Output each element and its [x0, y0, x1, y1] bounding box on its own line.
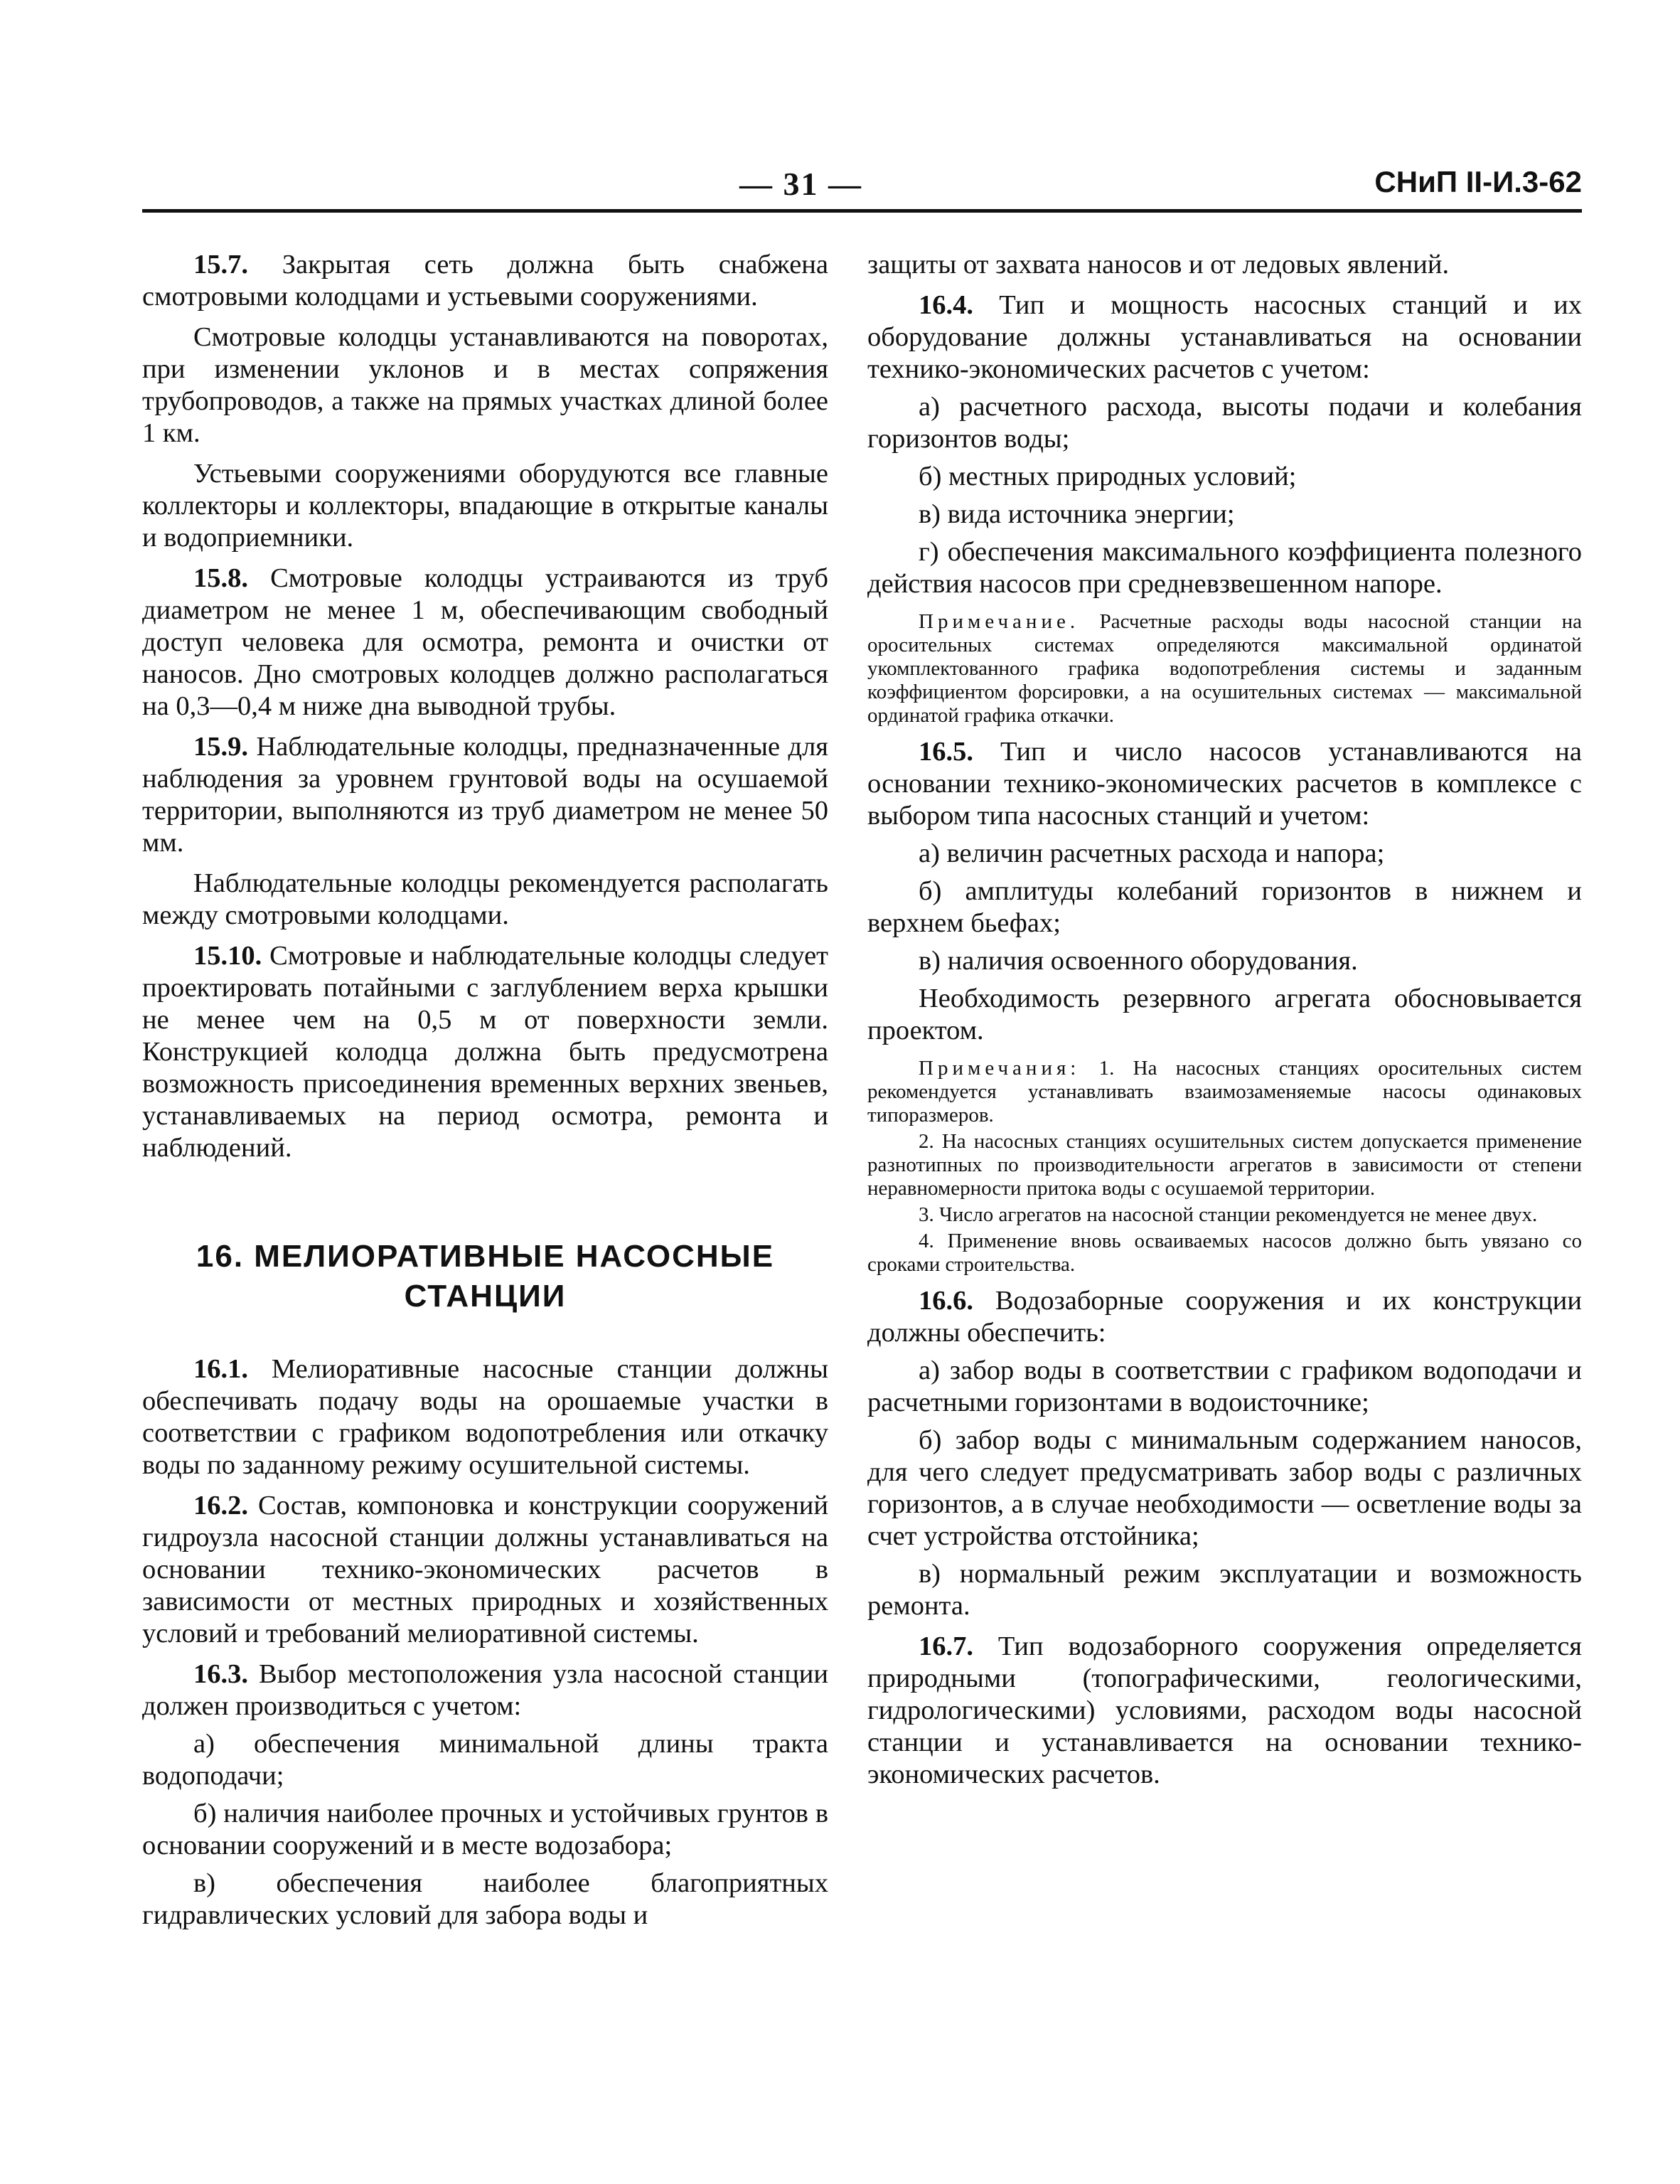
note-label: Примечание. — [919, 610, 1080, 633]
list-item: в) наличия освоенного оборудования. — [919, 946, 1358, 976]
clause-text: Тип и число насосов устанавливаются на основании технико-экономических расчетов в комплексе с выбором типа насосных станций и учетом: — [867, 737, 1582, 831]
clause-number: 16.6. — [919, 1286, 973, 1316]
list-item: б) забор воды с минимальным содержанием наносов, для чего следует предусматривать забор воды с различных горизонтов, а в случае необходимости — осветление воды за счет устройства отстойника; — [867, 1425, 1582, 1551]
clause-16-3 — [142, 1658, 828, 1722]
page-number: — 31 — — [739, 166, 862, 202]
right-column — [867, 249, 1582, 1791]
section-title-line: СТАНЦИИ — [404, 1279, 567, 1314]
paragraph: Смотровые колодцы устанавливаются на поворотах, при изменении уклонов и в местах сопряжения трубопроводов, а также на прямых участках длиной более 1 км. — [142, 322, 828, 448]
paragraph: Необходимость резервного агрегата обосновывается проектом. — [867, 984, 1582, 1045]
clause-16-5 — [867, 736, 1582, 832]
note-item: 1. На насосных станциях оросительных систем рекомендуется устанавливать взаимозаменяемые насосы одинаковых типоразмеров. — [867, 1057, 1582, 1126]
clause-text: Состав, компоновка и конструкции сооружений гидроузла насосной станции должны устанавливаться на основании технико-экономических расчетов в зависимости от местных природных и хозяйственных условий и требований мелиоративной системы. — [142, 1491, 829, 1648]
list-item: а) обеспечения минимальной длины тракта водоподачи; — [142, 1729, 828, 1791]
list-item: а) расчетного расхода, высоты подачи и колебания горизонтов воды; — [867, 392, 1582, 454]
clause-16-2 — [142, 1490, 828, 1650]
section-title-line: 16. МЕЛИОРАТИВНЫЕ НАСОСНЫЕ — [196, 1239, 775, 1274]
list-item: г) обеспечения максимального коэффициента полезного действия насосов при средневзвешенном напоре. — [867, 537, 1582, 599]
clause-text: Водозаборные сооружения и их конструкции должны обеспечить: — [867, 1286, 1582, 1348]
list-item: в) нормальный режим эксплуатации и возможность ремонта. — [867, 1559, 1582, 1621]
clause-text: Мелиоративные насосные станции должны обеспечивать подачу воды на орошаемые участки в соответствии с графиком водопотребления или откачку воды по заданному режиму осушительной системы. — [142, 1354, 828, 1480]
clause-15-10 — [142, 940, 828, 1164]
clause-text: Тип и мощность насосных станций и их оборудование должны устанавливаться на основании технико-экономических расчетов с учетом: — [867, 290, 1582, 384]
list-item: в) обеспечения наиболее благоприятных гидравлических условий для забора воды и — [142, 1868, 828, 1930]
clause-number: 15.7. — [193, 250, 248, 279]
clause-text: Смотровые колодцы устраиваются из труб диаметром не менее 1 м, обеспечивающим свободный доступ человека для осмотра, ремонта и очистки от наносов. Дно смотровых колодцев должно располагаться на 0,3—0,4 м ниже дна выводной трубы. — [142, 563, 828, 721]
clause-number: 16.2. — [193, 1491, 248, 1520]
note-item: 2. На насосных станциях осушительных систем допускается применение разнотипных по производительности агрегатов в зависимости от степени неравномерности притока воды с осушаемой территории. — [867, 1130, 1582, 1200]
clause-15-7 — [142, 249, 828, 313]
clause-16-6 — [867, 1285, 1582, 1349]
clause-number: 15.9. — [193, 732, 248, 762]
clause-15-9 — [142, 731, 828, 859]
list-item: в) вида источника энергии; — [919, 499, 1235, 529]
clause-text: Тип водозаборного сооружения определяется природными (топографическими, геологическими, гидрологическими) условиями, расходом воды насосной станции и устанавливается на основании технико-экономических расчетов. — [867, 1631, 1582, 1789]
clause-number: 16.1. — [193, 1354, 248, 1384]
list-item: б) местных природных условий; — [919, 462, 1297, 491]
note-item: 3. Число агрегатов на насосной станции рекомендуется не менее двух. — [919, 1203, 1538, 1226]
note-label: Примечания: — [919, 1057, 1081, 1080]
list-item: б) амплитуды колебаний горизонтов в нижнем и верхнем бьефах; — [867, 876, 1582, 938]
clause-number: 15.8. — [193, 563, 248, 593]
clause-text: Наблюдательные колодцы, предназначенные для наблюдения за уровнем грунтовой воды на осушаемой территории, выполняются из труб диаметром не менее 50 мм. — [142, 732, 828, 858]
clause-number: 16.3. — [193, 1659, 248, 1689]
clause-number: 16.7. — [919, 1631, 973, 1661]
paragraph: Наблюдательные колодцы рекомендуется располагать между смотровыми колодцами. — [142, 868, 828, 930]
notes — [867, 1057, 1582, 1127]
clause-number: 16.4. — [919, 290, 973, 320]
document-code: СНиП II-И.3-62 — [1374, 165, 1582, 198]
list-item: б) наличия наиболее прочных и устойчивых грунтов в основании сооружений и в месте водозабора; — [142, 1799, 828, 1860]
paragraph: Устьевыми сооружениями оборудуются все главные коллекторы и коллекторы, впадающие в открытые каналы и водоприемники. — [142, 459, 828, 553]
clause-text: Смотровые и наблюдательные колодцы следует проектировать потайными с заглублением верха крышки не менее чем на 0,5 м от поверхности земли. Конструкцией колодца должна быть предусмотрена возможность присоединения временных верхних звеньев, устанавливаемых на период осмотра, ремонта и наблюдений. — [142, 941, 828, 1163]
paragraph-continuation: защиты от захвата наносов и от ледовых явлений. — [867, 250, 1450, 279]
clause-text: Закрытая сеть должна быть снабжена смотровыми колодцами и устьевыми сооружениями. — [142, 250, 828, 311]
left-column — [142, 249, 828, 1932]
note — [867, 610, 1582, 728]
clause-number: 16.5. — [919, 737, 973, 767]
clause-15-8 — [142, 563, 828, 723]
header-rule — [142, 209, 1582, 213]
note-text: Расчетные расходы воды насосной станции на оросительных системах определяются максимальной ординатой укомплектованного графика водопотребления системы и заданным коэффициентом форсировки, а на осушительных системах — максимальной ординатой графика откачки. — [867, 610, 1582, 727]
clause-16-1 — [142, 1353, 828, 1481]
clause-16-7 — [867, 1631, 1582, 1791]
clause-16-4 — [867, 289, 1582, 385]
clause-text: Выбор местоположения узла насосной станции должен производиться с учетом: — [142, 1659, 829, 1721]
list-item: а) забор воды в соответствии с графиком водоподачи и расчетными горизонтами в водоисточнике; — [867, 1355, 1582, 1417]
page-header — [0, 0, 1680, 220]
clause-number: 15.10. — [193, 941, 262, 971]
section-title — [142, 1237, 828, 1316]
list-item: а) величин расчетных расхода и напора; — [919, 838, 1385, 868]
note-item: 4. Применение вновь осваиваемых насосов должно быть увязано со сроками строительства. — [867, 1230, 1582, 1276]
